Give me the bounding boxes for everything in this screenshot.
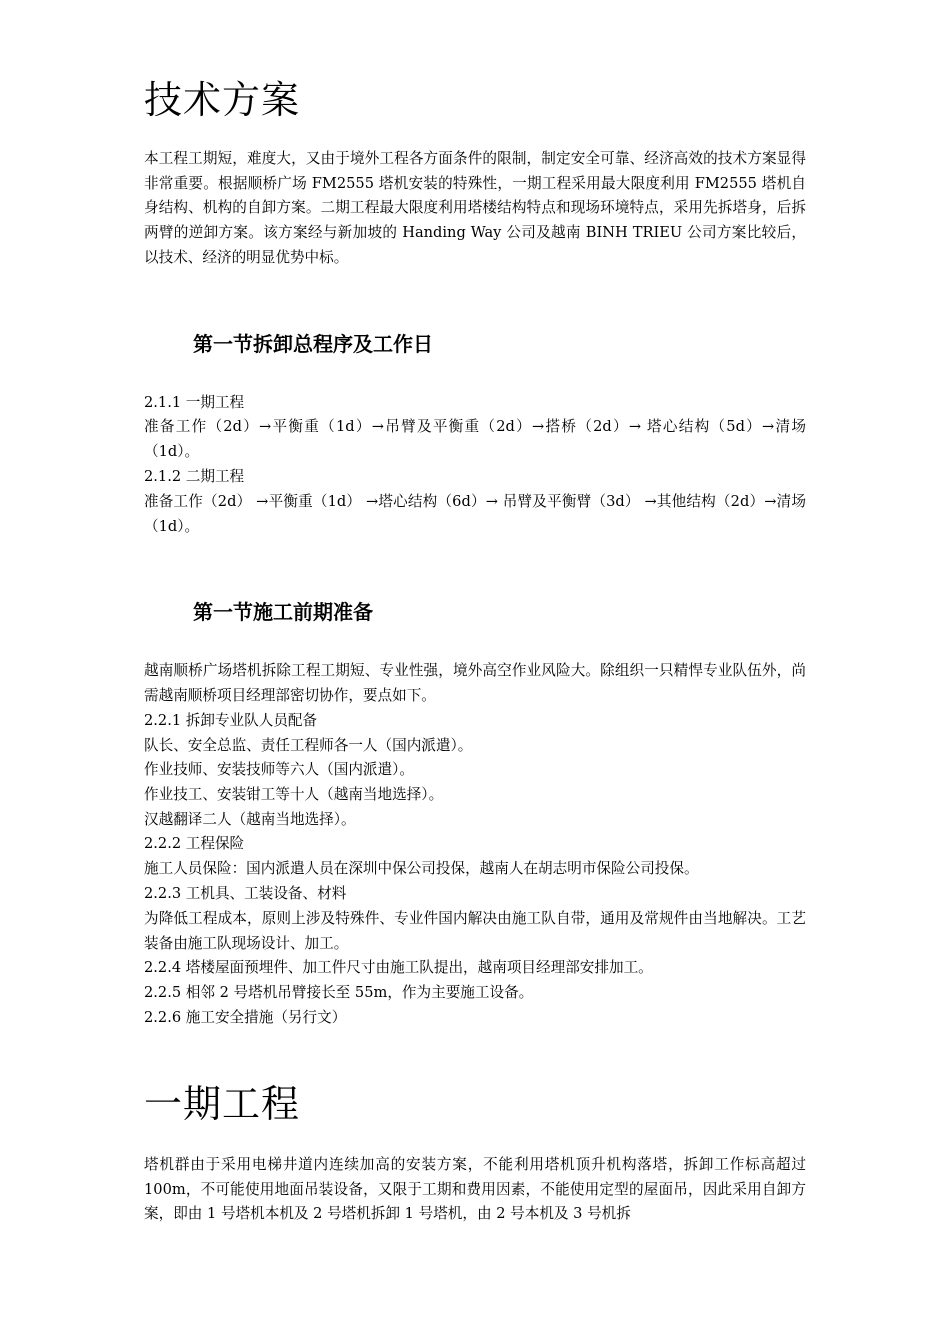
item-2-1-1-text: 准备工作（2d）→平衡重（1d）→吊臂及平衡重（2d）→搭桥（2d）→ 塔心结构（5d）→清场（1d）。 — [144, 418, 806, 460]
preparation-intro: 越南顺桥广场塔机拆除工程工期短、专业性强，境外高空作业风险大。除组织一只精悍专业队伍外，尚需越南顺桥项目经理部密切协作，要点如下。 — [144, 662, 806, 704]
insurance-line: 施工人员保险：国内派遣人员在深圳中保公司投保，越南人在胡志明市保险公司投保。 — [144, 860, 699, 877]
heading-section-procedure: 第一节拆卸总程序及工作日 — [193, 332, 433, 356]
item-2-2-5: 2.2.5 相邻 2 号塔机吊臂接长至 55m，作为主要施工设备。 — [144, 984, 534, 1001]
phase-one-paragraph: 塔机群由于采用电梯井道内连续加高的安装方案，不能利用塔机顶升机构落塔，拆卸工作标高超过 100m，不可能使用地面吊装设备，又限于工期和费用因素，不能使用定型的屋面吊，因此采用自卸方案，即由 1 号塔机本机及 2 号塔机拆卸 1 号塔机，由 2 号本机及 3 号机拆 — [144, 1156, 806, 1223]
heading-phase-one: 一期工程 — [144, 1082, 301, 1126]
tools-paragraph: 为降低工程成本，原则上涉及特殊件、专业件国内解决由施工队自带，通用及常规件由当地解决。工艺装备由施工队现场设计、加工。 — [144, 910, 806, 952]
item-2-2-1: 2.2.1 拆卸专业队人员配备 — [144, 712, 318, 729]
item-2-2-6: 2.2.6 施工安全措施（另行文） — [144, 1009, 347, 1026]
staff-line-1: 队长、安全总监、责任工程师各一人（国内派遣）。 — [144, 737, 473, 754]
item-2-1-1-label: 2.1.1 一期工程 — [144, 394, 245, 411]
item-2-1-2-text: 准备工作（2d） →平衡重（1d） →塔心结构（6d）→ 吊臂及平衡臂（3d） →其他结构（2d）→清场（1d）。 — [144, 493, 806, 535]
heading-section-preparation: 第一节施工前期准备 — [193, 600, 373, 624]
staff-line-2: 作业技师、安装技师等六人（国内派遣）。 — [144, 761, 414, 778]
heading-technical-plan: 技术方案 — [144, 78, 301, 122]
item-2-2-3: 2.2.3 工机具、工装设备、材料 — [144, 885, 347, 902]
item-2-1-2-label: 2.1.2 二期工程 — [144, 468, 245, 485]
item-2-2-4: 2.2.4 塔楼屋面预埋件、加工件尺寸由施工队提出，越南项目经理部安排加工。 — [144, 959, 653, 976]
intro-paragraph: 本工程工期短，难度大，又由于境外工程各方面条件的限制，制定安全可靠、经济高效的技术方案显得非常重要。根据顺桥广场 FM2555 塔机安装的特殊性，一期工程采用最大限度利用 FM2555 塔机自身结构、机构的自卸方案。二期工程最大限度利用塔楼结构特点和现场环境特点，采用先拆塔身，后拆两臂的逆卸方案。该方案经与新加坡的 Handing Way 公司及越南 BINH TRIEU 公司方案比较后，以技术、经济的明显优势中标。 — [144, 150, 806, 266]
item-2-2-2: 2.2.2 工程保险 — [144, 835, 245, 852]
staff-line-4: 汉越翻译二人（越南当地选择）。 — [144, 811, 356, 828]
staff-line-3: 作业技工、安装钳工等十人（越南当地选择）。 — [144, 786, 444, 803]
